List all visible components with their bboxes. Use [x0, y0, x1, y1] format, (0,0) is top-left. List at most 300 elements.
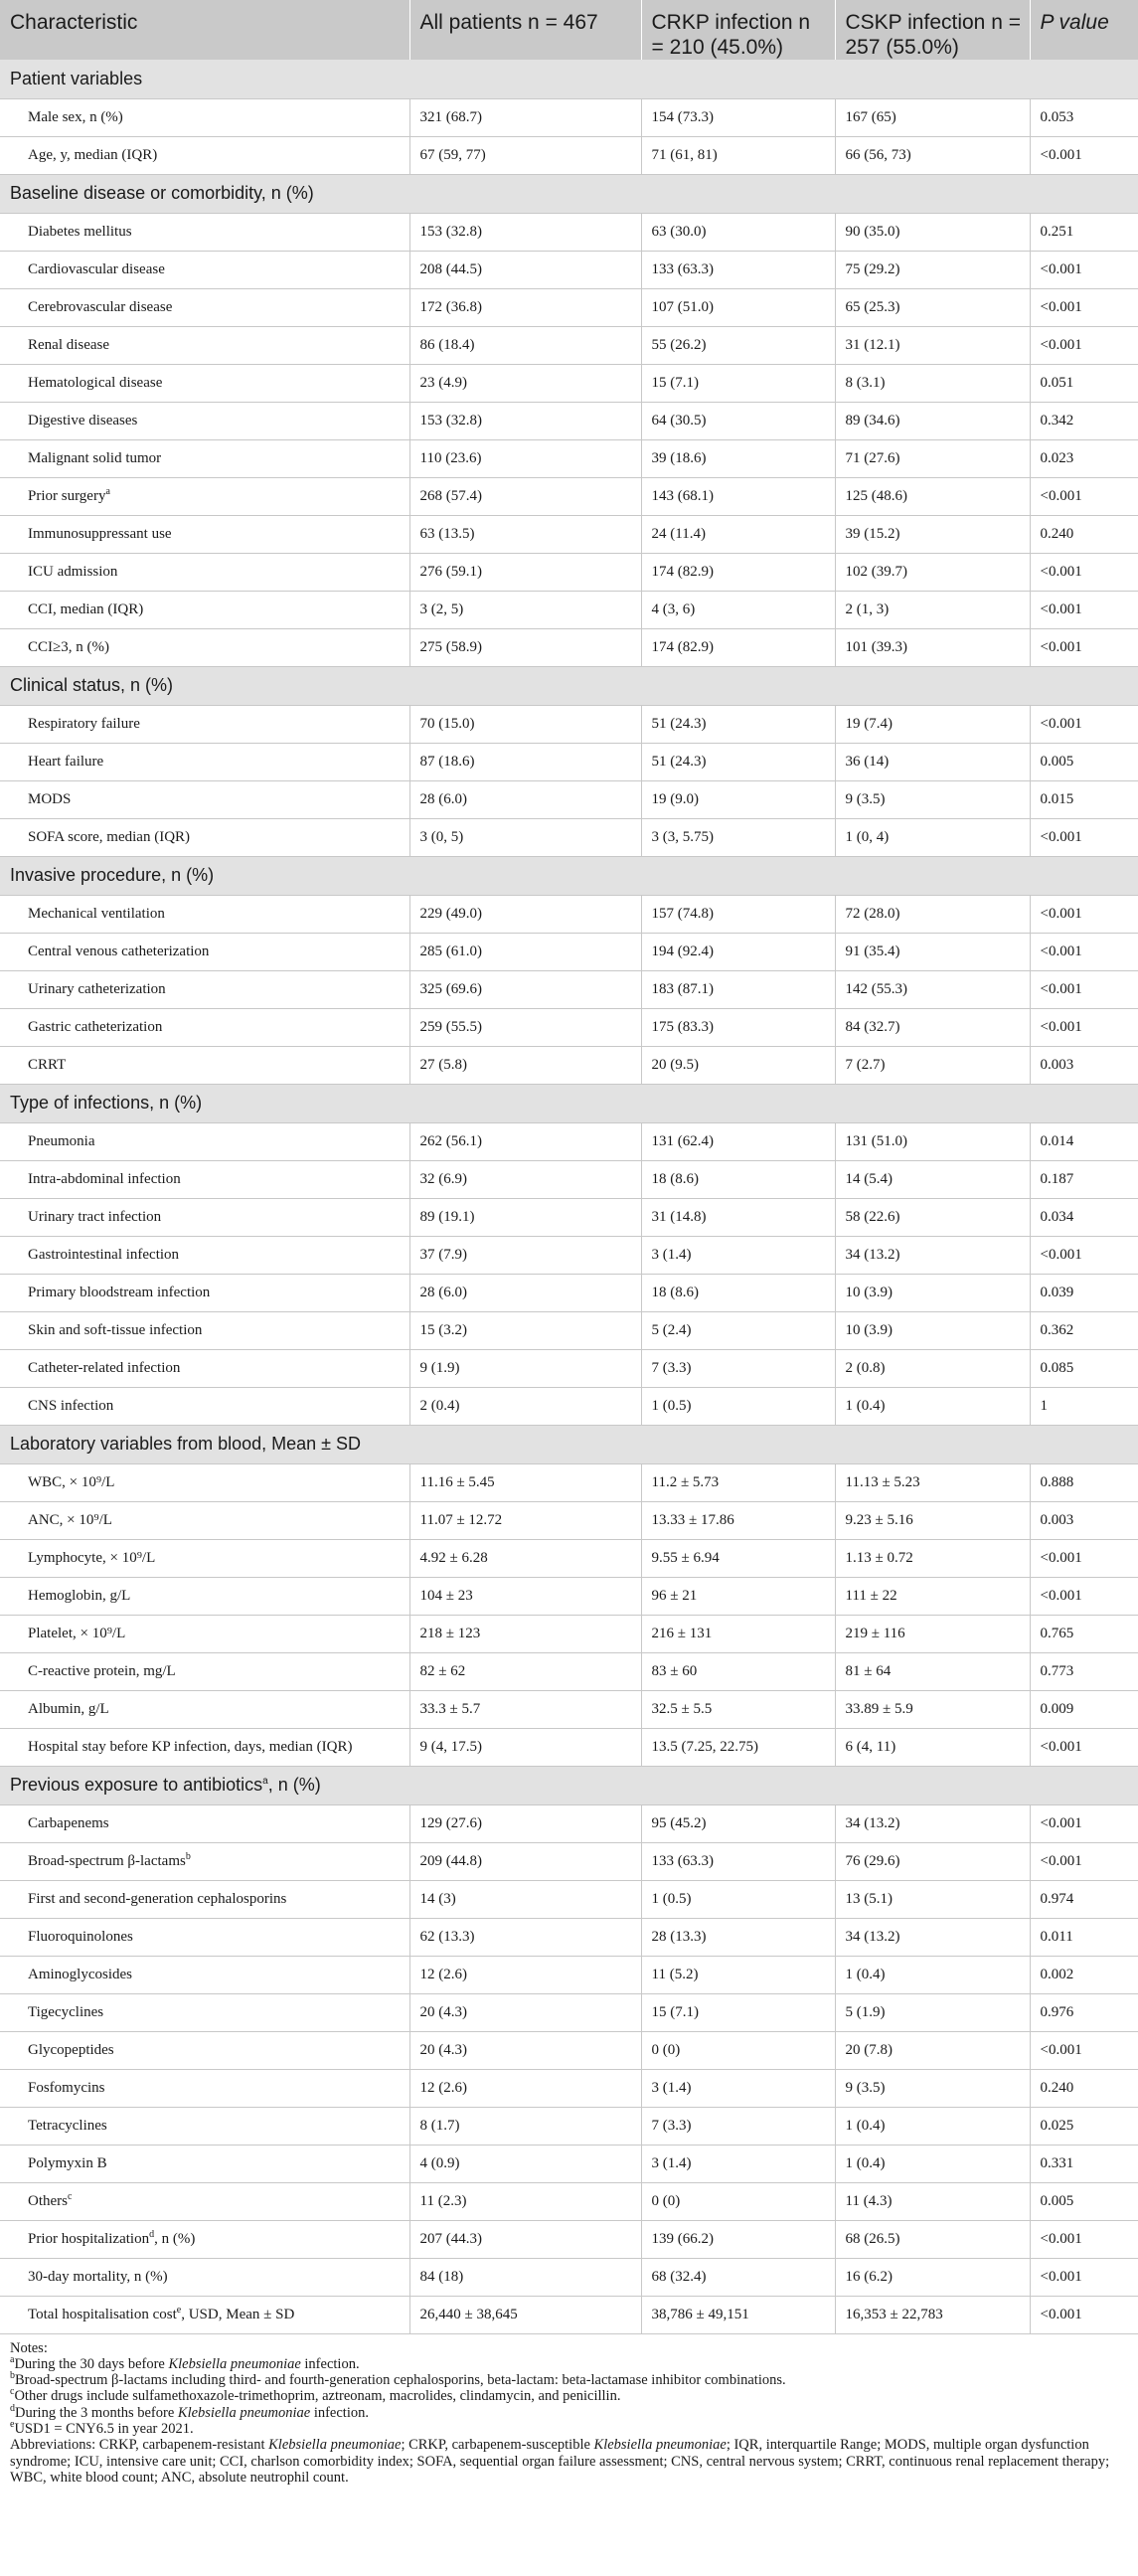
value-all-patients: 15 (3.2) [409, 1311, 641, 1349]
section-header-row [0, 60, 1138, 98]
value-all-patients: 84 (18) [409, 2258, 641, 2296]
row-label-text: Catheter-related infection [28, 1359, 181, 1376]
value-p: 0.085 [1030, 1349, 1138, 1387]
value-crkp: 15 (7.1) [641, 364, 835, 402]
footnote [10, 2353, 1128, 2372]
value-cskp: 1 (0.4) [835, 1956, 1030, 1993]
value-all-patients: 172 (36.8) [409, 288, 641, 326]
table-row [0, 1160, 1138, 1198]
value-cskp: 75 (29.2) [835, 251, 1030, 288]
value-all-patients: 207 (44.3) [409, 2220, 641, 2258]
table-row [0, 1387, 1138, 1425]
value-crkp: 68 (32.4) [641, 2258, 835, 2296]
value-p: 0.011 [1030, 1918, 1138, 1956]
table-row [0, 780, 1138, 818]
row-label-text: CRRT [28, 1056, 67, 1073]
value-p: <0.001 [1030, 933, 1138, 970]
table-row [0, 2069, 1138, 2107]
table-row [0, 2031, 1138, 2069]
value-all-patients: 33.3 ± 5.7 [409, 1690, 641, 1728]
value-cskp: 81 ± 64 [835, 1652, 1030, 1690]
value-p: 0.362 [1030, 1311, 1138, 1349]
row-label-text: Diabetes mellitus [28, 223, 132, 240]
value-cskp: 2 (0.8) [835, 1349, 1030, 1387]
row-label [0, 251, 409, 288]
row-label-text: Total hospitalisation cost [28, 2306, 177, 2322]
row-label [0, 402, 409, 439]
footnote-marker: c [68, 2190, 73, 2202]
value-all-patients: 37 (7.9) [409, 1236, 641, 1274]
section-title [0, 1425, 1138, 1463]
value-p: <0.001 [1030, 326, 1138, 364]
footnote-marker: d [149, 2228, 155, 2240]
row-label-text: Urinary catheterization [28, 980, 166, 997]
value-p: 0.014 [1030, 1122, 1138, 1160]
value-cskp: 8 (3.1) [835, 364, 1030, 402]
row-label [0, 1804, 409, 1842]
table-body [0, 60, 1138, 2333]
section-title-text: Patient variables [10, 68, 143, 88]
value-p: <0.001 [1030, 2220, 1138, 2258]
value-p: <0.001 [1030, 2031, 1138, 2069]
value-all-patients: 63 (13.5) [409, 515, 641, 553]
value-cskp: 19 (7.4) [835, 705, 1030, 743]
value-crkp: 11 (5.2) [641, 1956, 835, 1993]
value-all-patients: 12 (2.6) [409, 2069, 641, 2107]
value-p: 0.251 [1030, 213, 1138, 251]
value-all-patients: 28 (6.0) [409, 780, 641, 818]
row-label-text: Broad-spectrum β-lactams [28, 1852, 186, 1869]
footnote [10, 2402, 1128, 2421]
value-p: 0.888 [1030, 1463, 1138, 1501]
value-cskp: 16,353 ± 22,783 [835, 2296, 1030, 2333]
value-p: <0.001 [1030, 705, 1138, 743]
value-p: 0.187 [1030, 1160, 1138, 1198]
table-row [0, 2145, 1138, 2182]
value-p: <0.001 [1030, 136, 1138, 174]
value-all-patients: 229 (49.0) [409, 895, 641, 933]
row-label-suffix: , USD, Mean ± SD [181, 2306, 295, 2322]
row-label [0, 743, 409, 780]
value-p: <0.001 [1030, 628, 1138, 666]
value-crkp: 0 (0) [641, 2182, 835, 2220]
row-label [0, 136, 409, 174]
value-crkp: 51 (24.3) [641, 743, 835, 780]
footnote-text: USD1 = CNY6.5 in year 2021. [14, 2420, 194, 2437]
row-label [0, 628, 409, 666]
value-all-patients: 27 (5.8) [409, 1046, 641, 1084]
value-cskp: 58 (22.6) [835, 1198, 1030, 1236]
header-p-value [1030, 0, 1138, 60]
value-crkp: 143 (68.1) [641, 477, 835, 515]
value-all-patients: 104 ± 23 [409, 1577, 641, 1615]
table-row [0, 402, 1138, 439]
section-title-text: Type of infections, n (%) [10, 1093, 203, 1113]
row-label [0, 970, 409, 1008]
value-crkp: 32.5 ± 5.5 [641, 1690, 835, 1728]
footnote-marker: c [10, 2386, 15, 2398]
table-row [0, 743, 1138, 780]
value-all-patients: 268 (57.4) [409, 477, 641, 515]
value-all-patients: 4.92 ± 6.28 [409, 1539, 641, 1577]
value-all-patients: 4 (0.9) [409, 2145, 641, 2182]
table-row [0, 1842, 1138, 1880]
row-label-text: CCI≥3, n (%) [28, 638, 109, 655]
value-all-patients: 11.16 ± 5.45 [409, 1463, 641, 1501]
row-label-text: CNS infection [28, 1397, 114, 1414]
value-cskp: 89 (34.6) [835, 402, 1030, 439]
row-label-text: Digestive diseases [28, 412, 138, 429]
table-row [0, 288, 1138, 326]
value-cskp: 5 (1.9) [835, 1993, 1030, 2031]
value-cskp: 68 (26.5) [835, 2220, 1030, 2258]
value-cskp: 167 (65) [835, 98, 1030, 136]
section-title-text: Laboratory variables from blood, Mean ± SD [10, 1434, 362, 1454]
value-p: 0.003 [1030, 1501, 1138, 1539]
value-p: <0.001 [1030, 2296, 1138, 2333]
value-cskp: 39 (15.2) [835, 515, 1030, 553]
value-p: 0.331 [1030, 2145, 1138, 2182]
row-label [0, 2296, 409, 2333]
value-cskp: 2 (1, 3) [835, 591, 1030, 628]
value-cskp: 34 (13.2) [835, 1236, 1030, 1274]
row-label-text: CCI, median (IQR) [28, 601, 144, 617]
section-title [0, 174, 1138, 213]
header-crkp: CRKP infection n = 210 (45.0%) [641, 0, 835, 60]
row-label [0, 1956, 409, 1993]
value-p: 1 [1030, 1387, 1138, 1425]
value-all-patients: 14 (3) [409, 1880, 641, 1918]
value-crkp: 96 ± 21 [641, 1577, 835, 1615]
value-crkp: 63 (30.0) [641, 213, 835, 251]
header-all-patients: All patients n = 467 [409, 0, 641, 60]
abbreviation-italic: Klebsiella pneumoniae [268, 2437, 402, 2454]
header-p-value-text: P value [1040, 11, 1109, 34]
value-all-patients: 23 (4.9) [409, 364, 641, 402]
value-p: 0.034 [1030, 1198, 1138, 1236]
value-all-patients: 208 (44.5) [409, 251, 641, 288]
abbreviation-text: Abbreviations: CRKP, carbapenem-resistant [10, 2437, 269, 2454]
value-all-patients: 28 (6.0) [409, 1274, 641, 1311]
row-label [0, 1122, 409, 1160]
value-all-patients: 26,440 ± 38,645 [409, 2296, 641, 2333]
value-all-patients: 275 (58.9) [409, 628, 641, 666]
value-p: <0.001 [1030, 1236, 1138, 1274]
value-crkp: 55 (26.2) [641, 326, 835, 364]
value-cskp: 101 (39.3) [835, 628, 1030, 666]
value-p: 0.342 [1030, 402, 1138, 439]
row-label [0, 591, 409, 628]
row-label-text: Immunosuppressant use [28, 525, 172, 542]
value-all-patients: 153 (32.8) [409, 402, 641, 439]
table-row [0, 1311, 1138, 1349]
value-all-patients: 82 ± 62 [409, 1652, 641, 1690]
value-cskp: 16 (6.2) [835, 2258, 1030, 2296]
row-label-text: Platelet, × 10⁹/L [28, 1625, 126, 1641]
row-label [0, 2258, 409, 2296]
section-title [0, 60, 1138, 98]
value-cskp: 102 (39.7) [835, 553, 1030, 591]
footnote [10, 2372, 1128, 2388]
table-row [0, 1236, 1138, 1274]
value-cskp: 33.89 ± 5.9 [835, 1690, 1030, 1728]
value-crkp: 133 (63.3) [641, 1842, 835, 1880]
value-cskp: 10 (3.9) [835, 1274, 1030, 1311]
value-all-patients: 209 (44.8) [409, 1842, 641, 1880]
value-all-patients: 2 (0.4) [409, 1387, 641, 1425]
section-header-row [0, 1084, 1138, 1122]
row-label [0, 1880, 409, 1918]
value-crkp: 5 (2.4) [641, 1311, 835, 1349]
table-row [0, 1463, 1138, 1501]
value-crkp: 1 (0.5) [641, 1880, 835, 1918]
value-cskp: 9.23 ± 5.16 [835, 1501, 1030, 1539]
row-label-text: Gastric catheterization [28, 1018, 163, 1035]
row-label-text: Hematological disease [28, 374, 163, 391]
value-all-patients: 262 (56.1) [409, 1122, 641, 1160]
table-row [0, 1918, 1138, 1956]
table-row [0, 1122, 1138, 1160]
value-crkp: 175 (83.3) [641, 1008, 835, 1046]
value-crkp: 28 (13.3) [641, 1918, 835, 1956]
footnote-text: Other drugs include sulfamethoxazole-trimethoprim, aztreonam, macrolides, clindamycin, and penicillin. [14, 2388, 621, 2405]
value-all-patients: 325 (69.6) [409, 970, 641, 1008]
footnote-marker: a [10, 2353, 15, 2365]
value-all-patients: 62 (13.3) [409, 1918, 641, 1956]
row-label [0, 213, 409, 251]
section-title-text: Invasive procedure, n (%) [10, 865, 215, 885]
table-row [0, 2107, 1138, 2145]
row-label-text: Male sex, n (%) [28, 108, 123, 125]
value-crkp: 11.2 ± 5.73 [641, 1463, 835, 1501]
value-p: <0.001 [1030, 553, 1138, 591]
abbreviation-italic: Klebsiella pneumoniae [593, 2437, 727, 2454]
section-title-text: Baseline disease or comorbidity, n (%) [10, 183, 314, 203]
value-crkp: 71 (61, 81) [641, 136, 835, 174]
table-row [0, 213, 1138, 251]
abbreviation-text: ; CRKP, carbapenem-susceptible [401, 2437, 594, 2454]
value-p: <0.001 [1030, 818, 1138, 856]
row-label [0, 2220, 409, 2258]
row-label [0, 288, 409, 326]
table-row [0, 895, 1138, 933]
row-label [0, 2182, 409, 2220]
value-p: 0.240 [1030, 515, 1138, 553]
table-row [0, 818, 1138, 856]
value-cskp: 1 (0.4) [835, 2145, 1030, 2182]
row-label-text: Mechanical ventilation [28, 905, 165, 922]
row-label-text: Tetracyclines [28, 2117, 107, 2134]
row-label-text: Malignant solid tumor [28, 449, 162, 466]
value-cskp: 31 (12.1) [835, 326, 1030, 364]
table-row [0, 439, 1138, 477]
header-cskp: CSKP infection n = 257 (55.0%) [835, 0, 1030, 60]
footnote [10, 2421, 1128, 2437]
footnote-marker: b [185, 1850, 191, 1862]
value-cskp: 142 (55.3) [835, 970, 1030, 1008]
value-all-patients: 32 (6.9) [409, 1160, 641, 1198]
value-crkp: 15 (7.1) [641, 1993, 835, 2031]
row-label [0, 1311, 409, 1349]
value-cskp: 9 (3.5) [835, 780, 1030, 818]
row-label-text: Others [28, 2192, 68, 2209]
value-all-patients: 89 (19.1) [409, 1198, 641, 1236]
row-label [0, 2107, 409, 2145]
value-crkp: 31 (14.8) [641, 1198, 835, 1236]
value-cskp: 91 (35.4) [835, 933, 1030, 970]
table-row [0, 1993, 1138, 2031]
row-label-text: ANC, × 10⁹/L [28, 1511, 112, 1528]
notes-heading: Notes: [10, 2339, 48, 2356]
value-p: 0.240 [1030, 2069, 1138, 2107]
row-label-text: Albumin, g/L [28, 1700, 109, 1717]
row-label-text: Pneumonia [28, 1132, 95, 1149]
value-all-patients: 67 (59, 77) [409, 136, 641, 174]
value-cskp: 1 (0.4) [835, 1387, 1030, 1425]
footnote-text: During the 3 months before [15, 2404, 178, 2421]
row-label [0, 1501, 409, 1539]
row-label-text: Tigecyclines [28, 2003, 104, 2020]
value-cskp: 111 ± 22 [835, 1577, 1030, 1615]
row-label [0, 780, 409, 818]
value-cskp: 34 (13.2) [835, 1804, 1030, 1842]
value-p: <0.001 [1030, 591, 1138, 628]
row-label [0, 364, 409, 402]
row-label [0, 1728, 409, 1766]
value-all-patients: 276 (59.1) [409, 553, 641, 591]
row-label [0, 1274, 409, 1311]
value-p: 0.005 [1030, 2182, 1138, 2220]
table-row [0, 251, 1138, 288]
value-all-patients: 20 (4.3) [409, 1993, 641, 2031]
table-row [0, 1652, 1138, 1690]
table-row [0, 628, 1138, 666]
value-p: <0.001 [1030, 477, 1138, 515]
row-label [0, 477, 409, 515]
table-row [0, 2258, 1138, 2296]
row-label [0, 326, 409, 364]
value-all-patients: 321 (68.7) [409, 98, 641, 136]
row-label [0, 1539, 409, 1577]
row-label-text: Fosfomycins [28, 2079, 105, 2096]
value-p: 0.039 [1030, 1274, 1138, 1311]
row-label-text: Central venous catheterization [28, 943, 210, 959]
row-label-text: Gastrointestinal infection [28, 1246, 180, 1263]
footnote-italic: Klebsiella pneumoniae [168, 2355, 301, 2372]
value-crkp: 174 (82.9) [641, 628, 835, 666]
row-label-text: Polymyxin B [28, 2154, 107, 2171]
table-row [0, 705, 1138, 743]
value-all-patients: 12 (2.6) [409, 1956, 641, 1993]
value-p: <0.001 [1030, 1577, 1138, 1615]
footnote-italic: Klebsiella pneumoniae [177, 2404, 311, 2421]
header-characteristic: Characteristic [0, 0, 409, 60]
table-row [0, 1577, 1138, 1615]
row-label [0, 1160, 409, 1198]
row-label-text: Intra-abdominal infection [28, 1170, 181, 1187]
row-label [0, 933, 409, 970]
value-all-patients: 87 (18.6) [409, 743, 641, 780]
value-p: 0.765 [1030, 1615, 1138, 1652]
section-title-text: Clinical status, n (%) [10, 675, 174, 695]
row-label-text: Renal disease [28, 336, 110, 353]
value-cskp: 13 (5.1) [835, 1880, 1030, 1918]
value-p: 0.976 [1030, 1993, 1138, 2031]
value-p: 0.003 [1030, 1046, 1138, 1084]
value-all-patients: 259 (55.5) [409, 1008, 641, 1046]
row-label-text: MODS [28, 790, 72, 807]
row-label [0, 1842, 409, 1880]
value-all-patients: 9 (4, 17.5) [409, 1728, 641, 1766]
notes-list [10, 2353, 1128, 2437]
table-row [0, 1880, 1138, 1918]
row-label-text: Glycopeptides [28, 2041, 114, 2058]
row-label-suffix: , n (%) [154, 2230, 196, 2247]
value-crkp: 38,786 ± 49,151 [641, 2296, 835, 2333]
value-p: <0.001 [1030, 1728, 1138, 1766]
table-row [0, 515, 1138, 553]
value-all-patients: 110 (23.6) [409, 439, 641, 477]
value-cskp: 10 (3.9) [835, 1311, 1030, 1349]
value-cskp: 6 (4, 11) [835, 1728, 1030, 1766]
value-crkp: 19 (9.0) [641, 780, 835, 818]
row-label-text: Primary bloodstream infection [28, 1284, 211, 1300]
value-p: <0.001 [1030, 1008, 1138, 1046]
value-p: <0.001 [1030, 2258, 1138, 2296]
value-crkp: 133 (63.3) [641, 251, 835, 288]
value-cskp: 84 (32.7) [835, 1008, 1030, 1046]
row-label-text: Prior surgery [28, 487, 106, 504]
table-row [0, 326, 1138, 364]
value-crkp: 3 (1.4) [641, 2145, 835, 2182]
value-crkp: 157 (74.8) [641, 895, 835, 933]
value-cskp: 125 (48.6) [835, 477, 1030, 515]
row-label [0, 553, 409, 591]
value-crkp: 7 (3.3) [641, 1349, 835, 1387]
value-crkp: 39 (18.6) [641, 439, 835, 477]
table-header-row [0, 0, 1138, 60]
table-row [0, 1804, 1138, 1842]
table-row [0, 1349, 1138, 1387]
value-all-patients: 153 (32.8) [409, 213, 641, 251]
section-header-row [0, 856, 1138, 895]
value-crkp: 3 (3, 5.75) [641, 818, 835, 856]
row-label-text: C-reactive protein, mg/L [28, 1662, 176, 1679]
value-p: 0.773 [1030, 1652, 1138, 1690]
row-label [0, 2069, 409, 2107]
row-label-text: Fluoroquinolones [28, 1928, 133, 1945]
value-crkp: 194 (92.4) [641, 933, 835, 970]
row-label [0, 1349, 409, 1387]
value-crkp: 154 (73.3) [641, 98, 835, 136]
table-row [0, 1956, 1138, 1993]
value-crkp: 20 (9.5) [641, 1046, 835, 1084]
value-crkp: 174 (82.9) [641, 553, 835, 591]
table-row [0, 477, 1138, 515]
row-label-text: 30-day mortality, n (%) [28, 2268, 168, 2285]
section-title [0, 856, 1138, 895]
section-title [0, 1084, 1138, 1122]
row-label-text: Lymphocyte, × 10⁹/L [28, 1549, 156, 1566]
section-header-row [0, 174, 1138, 213]
value-cskp: 36 (14) [835, 743, 1030, 780]
value-p: 0.974 [1030, 1880, 1138, 1918]
row-label [0, 895, 409, 933]
table-row [0, 2296, 1138, 2333]
value-cskp: 66 (56, 73) [835, 136, 1030, 174]
value-all-patients: 3 (0, 5) [409, 818, 641, 856]
row-label [0, 1198, 409, 1236]
